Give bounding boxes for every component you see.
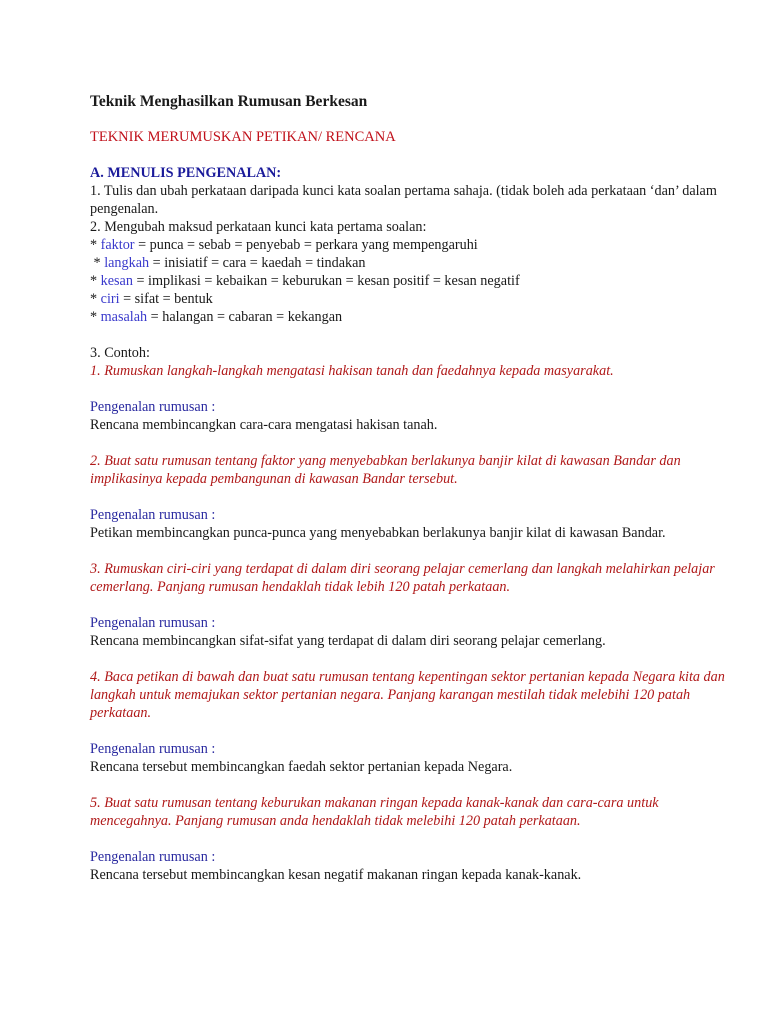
spacer xyxy=(90,434,728,452)
keyword-masalah: masalah xyxy=(100,309,148,325)
intro-answer: Rencana tersebut membincangkan faedah sektor pertanian kepada Negara. xyxy=(90,759,513,775)
spacer xyxy=(90,776,728,794)
intro-answer: Rencana membincangkan sifat-sifat yang terdapat di dalam diri seorang pelajar cemerlang. xyxy=(90,633,606,649)
example-question: 2. Buat satu rumusan tentang faktor yang menyebabkan berlakunya banjir kilat di kawasan Bandar dan implikasinya kepada pembangunan di kawasan Bandar tersebut. xyxy=(90,453,681,487)
synonym-prefix: * xyxy=(90,237,101,253)
document-title: Teknik Menghasilkan Rumusan Berkesan xyxy=(90,93,368,110)
synonym-rest: = inisiatif = cara = kaedah = tindakan xyxy=(149,255,366,271)
spacer xyxy=(90,722,728,740)
synonym-line xyxy=(90,308,728,326)
spacer xyxy=(90,830,728,848)
spacer xyxy=(90,542,728,560)
section-a-title: A. MENULIS PENGENALAN: xyxy=(90,165,282,181)
spacer xyxy=(90,650,728,668)
point-3: 3. Contoh: xyxy=(90,345,150,361)
example-question: 3. Rumuskan ciri-ciri yang terdapat di dalam diri seorang pelajar cemerlang dan langkah melahirkan pelajar cemerlang. Panjang rumusan hendaklah tidak lebih 120 patah perkataan. xyxy=(90,561,715,595)
synonym-rest: = halangan = cabaran = kekangan xyxy=(147,309,343,325)
example-question: 4. Baca petikan di bawah dan buat satu rumusan tentang kepentingan sektor pertanian kepada Negara kita dan langkah untuk memajukan sektor pertanian negara. Panjang karangan mestilah tidak melebihi 120 patah perkataan. xyxy=(90,669,725,721)
synonym-rest: = sifat = bentuk xyxy=(119,291,213,307)
synonym-rest: = punca = sebab = penyebab = perkara yang mempengaruhi xyxy=(134,237,478,253)
intro-label: Pengenalan rumusan : xyxy=(90,507,216,523)
intro-answer: Rencana tersebut membincangkan kesan negatif makanan ringan kepada kanak-kanak. xyxy=(90,867,582,883)
point-2: 2. Mengubah maksud perkataan kunci kata pertama soalan: xyxy=(90,219,427,235)
keyword-langkah: langkah xyxy=(104,255,150,271)
synonym-prefix: * xyxy=(90,273,101,289)
synonym-line xyxy=(90,290,728,308)
intro-answer: Rencana membincangkan cara-cara mengatasi hakisan tanah. xyxy=(90,417,438,433)
intro-label: Pengenalan rumusan : xyxy=(90,849,216,865)
synonym-list xyxy=(90,236,728,326)
spacer xyxy=(90,380,728,398)
example-question: 1. Rumuskan langkah-langkah mengatasi hakisan tanah dan faedahnya kepada masyarakat. xyxy=(90,363,614,379)
intro-label: Pengenalan rumusan : xyxy=(90,615,216,631)
synonym-prefix: * xyxy=(90,291,101,307)
intro-label: Pengenalan rumusan : xyxy=(90,399,216,415)
keyword-kesan: kesan xyxy=(100,273,133,289)
spacer xyxy=(90,488,728,506)
synonym-line xyxy=(90,272,728,290)
synonym-prefix: * xyxy=(90,255,105,271)
synonym-rest: = implikasi = kebaikan = keburukan = kesan positif = kesan negatif xyxy=(132,273,520,289)
intro-answer: Petikan membincangkan punca-punca yang menyebabkan berlakunya banjir kilat di kawasan Bandar. xyxy=(90,525,666,541)
spacer xyxy=(90,326,728,344)
synonym-line xyxy=(90,254,728,272)
section-heading: TEKNIK MERUMUSKAN PETIKAN/ RENCANA xyxy=(90,129,396,145)
example-question: 5. Buat satu rumusan tentang keburukan makanan ringan kepada kanak-kanak dan cara-cara untuk mencegahnya. Panjang rumusan anda hendaklah tidak melebihi 120 patah perkataan. xyxy=(90,795,659,829)
point-1: 1. Tulis dan ubah perkataan daripada kunci kata soalan pertama sahaja. (tidak boleh ada perkataan ‘dan’ dalam pengenalan. xyxy=(90,183,717,217)
synonym-line xyxy=(90,236,728,254)
spacer xyxy=(90,596,728,614)
keyword-faktor: faktor xyxy=(100,237,135,253)
keyword-ciri: ciri xyxy=(100,291,120,307)
synonym-prefix: * xyxy=(90,309,101,325)
intro-label: Pengenalan rumusan : xyxy=(90,741,216,757)
